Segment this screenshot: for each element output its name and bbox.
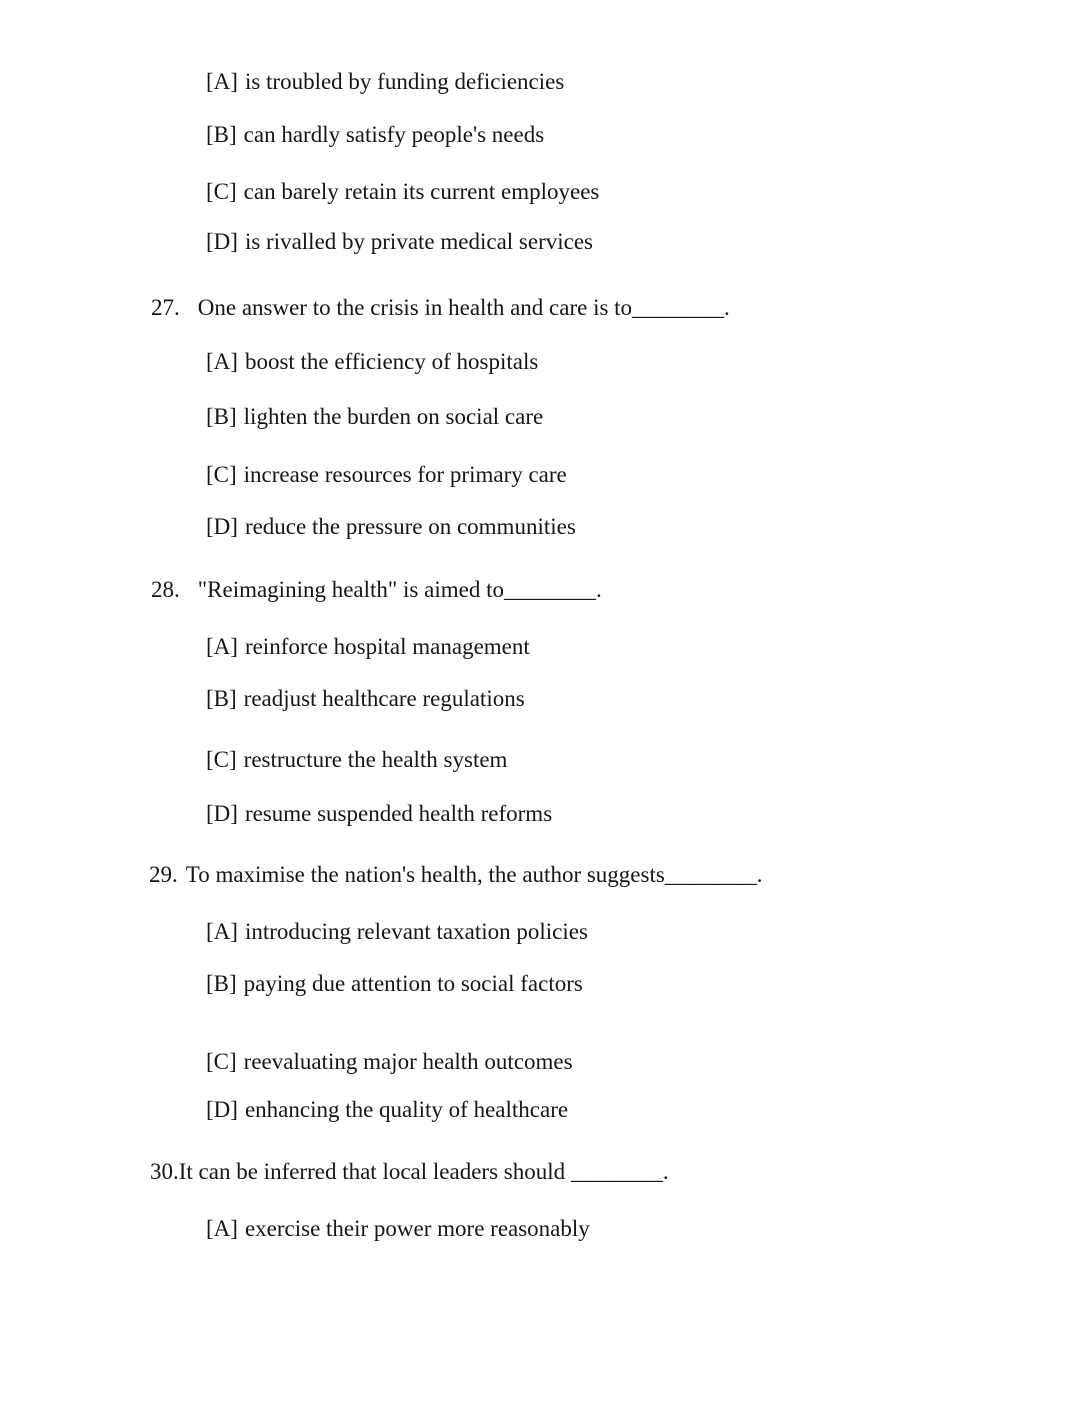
option-label: [C] xyxy=(206,178,237,204)
option-label: [D] xyxy=(206,228,238,254)
option-label: [A] xyxy=(206,68,238,94)
option-row xyxy=(183,942,583,1025)
option-label: [B] xyxy=(206,403,237,429)
option-text: paying due attention to social factors xyxy=(243,970,583,996)
option-label: [D] xyxy=(206,800,238,826)
option-text: reevaluating major health outcomes xyxy=(243,1048,573,1074)
option-text: lighten the burden on social care xyxy=(243,403,544,429)
question-number: 27. xyxy=(151,294,180,320)
option-text: can hardly satisfy people's needs xyxy=(243,121,545,147)
question-number: 30. xyxy=(150,1158,179,1184)
option-label: [C] xyxy=(206,1048,237,1074)
question-stem: "Reimagining health" is aimed to________. xyxy=(197,576,602,602)
option-text: enhancing the quality of healthcare xyxy=(244,1096,569,1122)
option-text: reinforce hospital management xyxy=(244,633,530,659)
option-text: is rivalled by private medical services xyxy=(244,228,594,254)
option-row xyxy=(183,1187,590,1270)
option-label: [B] xyxy=(206,970,237,996)
option-text: reduce the pressure on communities xyxy=(244,513,576,539)
option-text: can barely retain its current employees xyxy=(243,178,600,204)
option-text: boost the efficiency of hospitals xyxy=(244,348,539,374)
option-label: [B] xyxy=(206,121,237,147)
option-text: increase resources for primary care xyxy=(243,461,567,487)
option-label: [A] xyxy=(206,633,238,659)
option-label: [A] xyxy=(206,348,238,374)
question-stem: One answer to the crisis in health and care is to________. xyxy=(197,294,730,320)
option-text: resume suspended health reforms xyxy=(244,800,553,826)
option-text: readjust healthcare regulations xyxy=(243,685,525,711)
option-label: [A] xyxy=(206,918,238,944)
option-label: [B] xyxy=(206,685,237,711)
option-label: [D] xyxy=(206,513,238,539)
option-text: is troubled by funding deficiencies xyxy=(244,68,565,94)
question-stem: It can be inferred that local leaders should ________. xyxy=(178,1158,669,1184)
option-label: [A] xyxy=(206,1215,238,1241)
option-label: [D] xyxy=(206,1096,238,1122)
question-number: 29. xyxy=(149,861,178,887)
option-text: introducing relevant taxation policies xyxy=(244,918,588,944)
option-text: restructure the health system xyxy=(243,746,508,772)
option-text: exercise their power more reasonably xyxy=(244,1215,590,1241)
option-label: [C] xyxy=(206,746,237,772)
question-number: 28. xyxy=(151,576,180,602)
question-stem: To maximise the nation's health, the author suggests________. xyxy=(185,861,763,887)
option-label: [C] xyxy=(206,461,237,487)
